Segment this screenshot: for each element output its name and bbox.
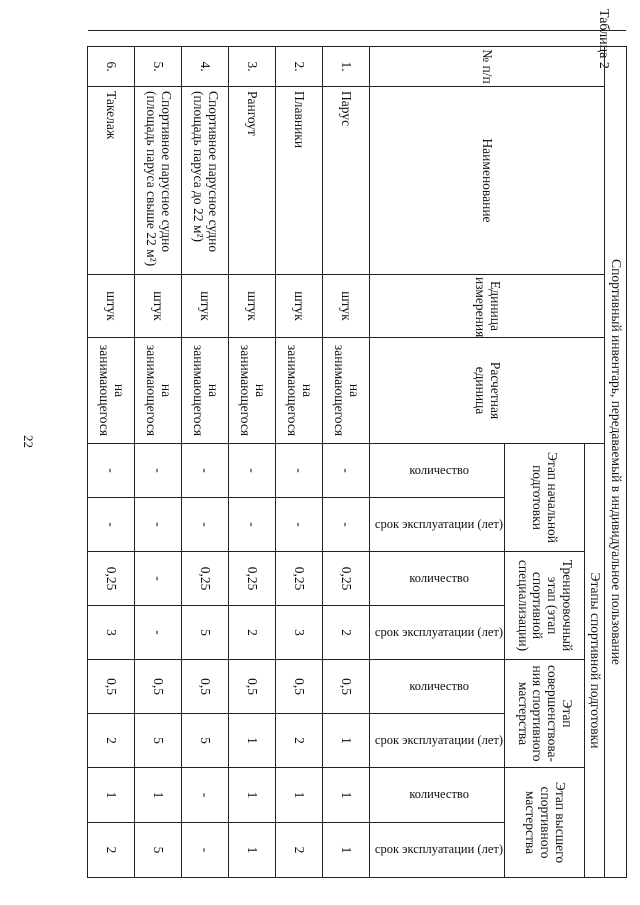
value-quantity: 0,25 (182, 552, 229, 606)
header-service-life: срок эксплуатации (лет) (370, 606, 505, 660)
value-quantity: - (323, 444, 370, 498)
value-quantity: - (135, 444, 182, 498)
table-caption: Таблица 2 (596, 9, 611, 69)
blank-margin-cell (135, 31, 182, 47)
header-stage-improvement: Этап совершенствова-ния спортивного мастерства (505, 660, 585, 768)
header-service-life: срок эксплуатации (лет) (370, 823, 505, 878)
value-service-life: 2 (229, 606, 276, 660)
value-service-life: - (229, 498, 276, 552)
blank-margin-cell (229, 31, 276, 47)
value-quantity: 0,25 (88, 552, 135, 606)
value-service-life: 1 (229, 714, 276, 768)
value-service-life: 5 (135, 823, 182, 878)
value-quantity: - (135, 552, 182, 606)
page-number: 22 (21, 435, 36, 448)
row-unit: штук (135, 275, 182, 338)
value-service-life: 1 (323, 714, 370, 768)
value-quantity: 1 (229, 768, 276, 823)
row-unit: штук (88, 275, 135, 338)
row-calc-unit: на занимающегося (88, 338, 135, 444)
row-unit: штук (276, 275, 323, 338)
value-service-life: 3 (88, 606, 135, 660)
header-quantity: количество (370, 768, 505, 823)
value-service-life: - (88, 498, 135, 552)
table-row (323, 31, 370, 878)
value-service-life: - (182, 498, 229, 552)
value-quantity: - (182, 444, 229, 498)
table-row (276, 31, 323, 878)
row-name: Плавники (276, 87, 323, 275)
value-quantity: 0,25 (276, 552, 323, 606)
blank-margin-cell (323, 31, 370, 47)
header-unit: Единица измерения (370, 275, 605, 338)
value-service-life: 2 (276, 823, 323, 878)
row-num: 2. (276, 47, 323, 87)
value-service-life: 2 (88, 714, 135, 768)
equipment-table (87, 30, 627, 878)
value-service-life: 1 (323, 823, 370, 878)
value-service-life: 3 (276, 606, 323, 660)
value-service-life: 2 (276, 714, 323, 768)
table-row (229, 31, 276, 878)
value-quantity: 0,5 (88, 660, 135, 714)
header-quantity: количество (370, 444, 505, 498)
value-quantity: 0,5 (323, 660, 370, 714)
value-quantity: - (276, 444, 323, 498)
table-row (88, 31, 135, 878)
row-num: 3. (229, 47, 276, 87)
header-name: Наименование (370, 87, 605, 275)
value-service-life: 2 (323, 606, 370, 660)
row-name: Спортивное парусное судно (площадь паруса до 22 м²) (182, 87, 229, 275)
value-service-life: - (182, 823, 229, 878)
value-quantity: 1 (88, 768, 135, 823)
row-unit: штук (229, 275, 276, 338)
row-calc-unit: на занимающегося (135, 338, 182, 444)
value-quantity: 0,5 (276, 660, 323, 714)
blank-margin-cell (88, 31, 135, 47)
value-quantity: 0,25 (229, 552, 276, 606)
row-calc-unit: на занимающегося (182, 338, 229, 444)
header-stage-training: Тренировочный этап (этап спортивной специализации) (505, 552, 585, 660)
value-quantity: - (88, 444, 135, 498)
blank-margin-cell (370, 31, 627, 47)
header-service-life: срок эксплуатации (лет) (370, 498, 505, 552)
header-stages-group: Этапы спортивной подготовки (585, 444, 605, 878)
value-quantity: 1 (276, 768, 323, 823)
header-quantity: количество (370, 660, 505, 714)
value-quantity: 0,5 (135, 660, 182, 714)
value-service-life: 5 (135, 714, 182, 768)
value-service-life: 5 (182, 714, 229, 768)
value-service-life: - (135, 498, 182, 552)
value-quantity: 1 (135, 768, 182, 823)
row-num: 6. (88, 47, 135, 87)
table-row (135, 31, 182, 878)
row-calc-unit: на занимающегося (276, 338, 323, 444)
header-quantity: количество (370, 552, 505, 606)
value-quantity: - (229, 444, 276, 498)
row-calc-unit: на занимающегося (323, 338, 370, 444)
value-service-life: - (276, 498, 323, 552)
row-unit: штук (182, 275, 229, 338)
value-quantity: 0,5 (182, 660, 229, 714)
blank-margin-cell (182, 31, 229, 47)
header-stage-initial: Этап начальной подготовки (505, 444, 585, 552)
row-unit: штук (323, 275, 370, 338)
value-service-life: 1 (229, 823, 276, 878)
row-num: 5. (135, 47, 182, 87)
header-stage-highest: Этап высшего спортивного мастерства (505, 768, 585, 878)
rotated-table-area (97, 30, 627, 877)
row-name: Такелаж (88, 87, 135, 275)
value-service-life: 2 (88, 823, 135, 878)
header-calc-unit: Расчетная единица (370, 338, 605, 444)
blank-margin-cell (276, 31, 323, 47)
value-quantity: 1 (323, 768, 370, 823)
row-calc-unit: на занимающегося (229, 338, 276, 444)
row-num: 4. (182, 47, 229, 87)
row-name: Рангоут (229, 87, 276, 275)
table-row (182, 31, 229, 878)
value-quantity: - (182, 768, 229, 823)
table-title: Спортивный инвентарь, передаваемый в индивидуальное пользование (605, 47, 627, 878)
value-service-life: - (323, 498, 370, 552)
row-name: Спортивное парусное судно (площадь паруса свыше 22 м²) (135, 87, 182, 275)
value-quantity: 0,25 (323, 552, 370, 606)
value-service-life: 5 (182, 606, 229, 660)
row-num: 1. (323, 47, 370, 87)
value-service-life: - (135, 606, 182, 660)
header-service-life: срок эксплуатации (лет) (370, 714, 505, 768)
row-name: Парус (323, 87, 370, 275)
header-num: № п/п (370, 47, 605, 87)
value-quantity: 0,5 (229, 660, 276, 714)
